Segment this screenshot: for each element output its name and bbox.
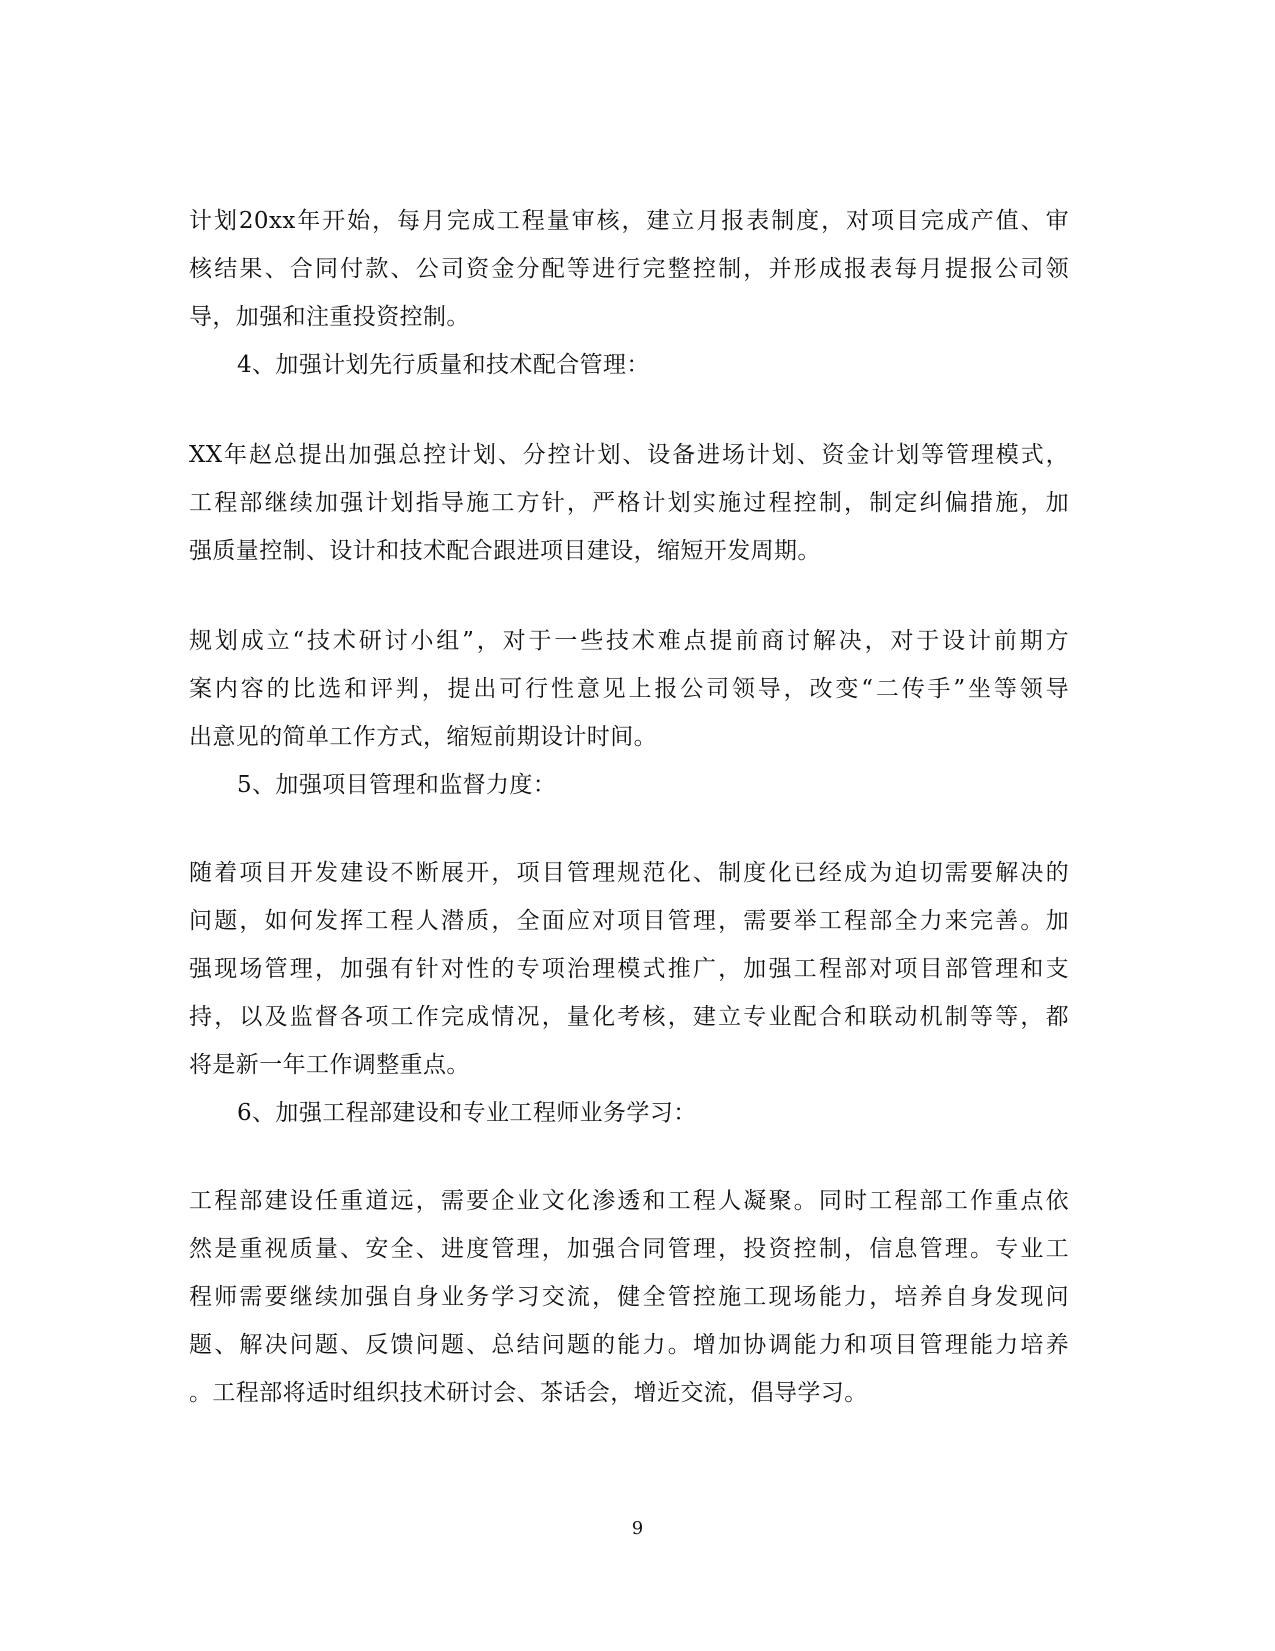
paragraph-4-line-2: 问题，如何发挥工程人潜质，全面应对项目管理，需要举工程部全力来完善。加 <box>189 908 1069 934</box>
paragraph-5-line-2: 然是重视质量、安全、进度管理，加强合同管理，投资控制，信息管理。专业工 <box>189 1236 1069 1262</box>
paragraph-3-line-2: 案内容的比选和评判，提出可行性意见上报公司领导，改变“二传手”坐等领导 <box>189 676 1069 702</box>
paragraph-5-line-5: 。工程部将适时组织技术研讨会、茶话会，增近交流，倡导学习。 <box>189 1380 868 1406</box>
paragraph-2-line-2: 工程部继续加强计划指导施工方针，严格计划实施过程控制，制定纠偏措施，加 <box>189 490 1069 516</box>
paragraph-2-line-3: 强质量控制、设计和技术配合跟进项目建设，缩短开发周期。 <box>189 538 821 564</box>
paragraph-4-line-5: 将是新一年工作调整重点。 <box>189 1052 470 1078</box>
page-number: 9 <box>631 1518 644 1539</box>
paragraph-5-line-4: 题、解决问题、反馈问题、总结问题的能力。增加协调能力和项目管理能力培养 <box>189 1332 1069 1358</box>
paragraph-2-line-1: XX年赵总提出加强总控计划、分控计划、设备进场计划、资金计划等管理模式， <box>189 442 1069 468</box>
paragraph-4-line-3: 强现场管理，加强有针对性的专项治理模式推广，加强工程部对项目部管理和支 <box>189 956 1069 982</box>
paragraph-5-line-1: 工程部建设任重道远，需要企业文化渗透和工程人凝聚。同时工程部工作重点依 <box>189 1188 1069 1214</box>
section-heading-4: 4、加强计划先行质量和技术配合管理： <box>237 352 650 378</box>
section-heading-5: 5、加强项目管理和监督力度： <box>237 772 557 798</box>
paragraph-1-line-3: 导，加强和注重投资控制。 <box>189 304 470 330</box>
paragraph-1-line-2: 核结果、合同付款、公司资金分配等进行完整控制，并形成报表每月提报公司领 <box>189 256 1069 282</box>
paragraph-3-line-3: 出意见的简单工作方式，缩短前期设计时间。 <box>189 724 657 750</box>
section-heading-6: 6、加强工程部建设和专业工程师业务学习： <box>237 1100 697 1126</box>
paragraph-1-line-1: 计划20xx年开始，每月完成工程量审核，建立月报表制度，对项目完成产值、审 <box>189 208 1069 234</box>
paragraph-4-line-1: 随着项目开发建设不断展开，项目管理规范化、制度化已经成为迫切需要解决的 <box>189 860 1069 886</box>
paragraph-5-line-3: 程师需要继续加强自身业务学习交流，健全管控施工现场能力，培养自身发现问 <box>189 1284 1069 1310</box>
paragraph-3-line-1: 规划成立“技术研讨小组”，对于一些技术难点提前商讨解决，对于设计前期方 <box>189 628 1069 654</box>
paragraph-4-line-4: 持，以及监督各项工作完成情况，量化考核，建立专业配合和联动机制等等，都 <box>189 1004 1069 1030</box>
